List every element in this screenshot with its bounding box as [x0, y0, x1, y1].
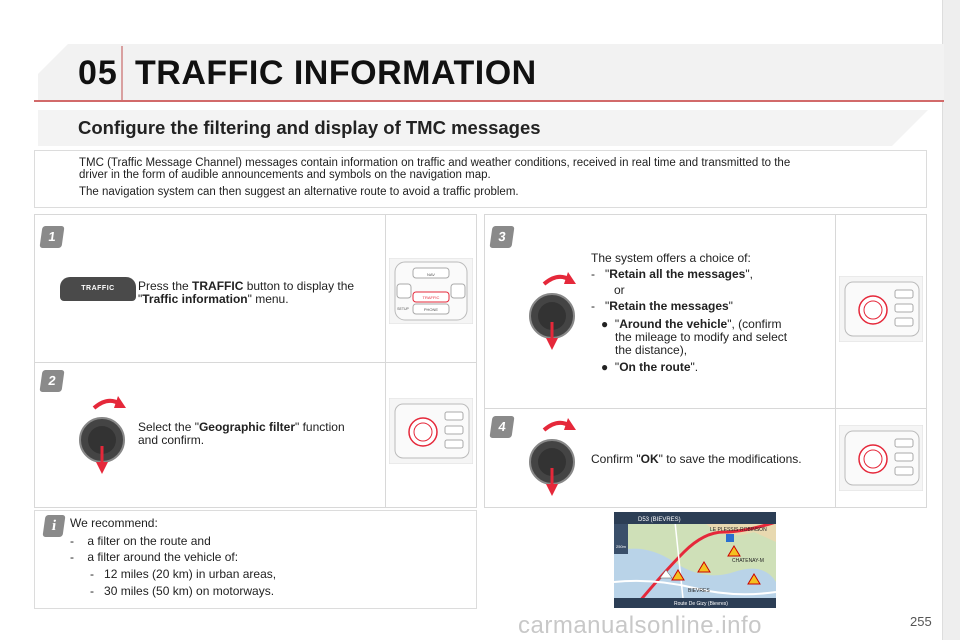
rotary-knob-icon	[524, 416, 582, 496]
info-icon: i	[42, 515, 65, 537]
traffic-label: TRAFFIC	[422, 295, 440, 300]
step-4-badge: 4	[489, 416, 514, 438]
watermark: carmanualsonline.info	[518, 612, 762, 639]
rotary-knob-icon	[74, 394, 132, 474]
intro-line-2: driver in the form of audible announcements and symbols on the navigation map.	[79, 169, 491, 181]
step-3-intro: The system offers a choice of:	[591, 251, 751, 265]
recommend-subitem-2: - 30 miles (50 km) on motorways.	[90, 584, 275, 598]
knob-panel-thumbnail	[839, 276, 923, 342]
page-number: 255	[910, 614, 932, 629]
control-panel-thumbnail	[389, 258, 473, 324]
step-3-suboption-1-line2: the mileage to modify and select	[615, 330, 788, 344]
nav-label: NAV	[427, 272, 435, 277]
page-title: TRAFFIC INFORMATION	[135, 54, 537, 92]
setup-label: SETUP	[397, 307, 409, 311]
knob-panel-thumbnail	[839, 425, 923, 491]
traffic-button-illustration: TRAFFIC	[60, 277, 136, 301]
map-road-label: D53 (BIEVRES)	[638, 517, 681, 523]
chapter-number: 05	[78, 54, 118, 92]
step-4-text: Confirm "OK" to save the modifications.	[591, 452, 802, 466]
card-row-divider	[485, 408, 926, 409]
rotary-knob-icon	[524, 270, 582, 350]
recommend-title: We recommend:	[70, 516, 158, 530]
step-3-or: or	[614, 283, 625, 297]
map-bottom-label: Route De Gizy (Bievres)	[674, 601, 728, 607]
map-place-3: BIEVRES	[688, 588, 710, 594]
navigation-map-screenshot	[614, 512, 776, 608]
intro-box	[34, 150, 927, 208]
recommend-item-1: - a filter on the route and	[70, 534, 211, 548]
step-3-badge: 3	[489, 226, 514, 248]
intro-line-1: TMC (Traffic Message Channel) messages contain information on traffic and weather conditions, received in real time and transmitted to the	[79, 157, 791, 169]
card-row-divider	[35, 362, 476, 363]
card-divider	[835, 215, 836, 507]
step-3-option-2: - "Retain the messages"	[591, 299, 733, 313]
step-2-text: Select the "Geographic filter" function and confirm.	[138, 420, 345, 447]
step-3-suboption-2: ● "On the route".	[601, 360, 699, 374]
phone-label: PHONE	[423, 307, 439, 312]
step-1-text: Press the TRAFFIC button to display the "Traffic information" menu.	[138, 279, 355, 306]
step-2-badge: 2	[39, 370, 64, 392]
recommend-subitem-1: - 12 miles (20 km) in urban areas,	[90, 567, 277, 581]
recommend-item-2: - a filter around the vehicle of:	[70, 550, 239, 564]
page-edge-strip	[942, 0, 960, 640]
knob-panel-thumbnail	[389, 398, 473, 464]
intro-line-3: The navigation system can then suggest an alternative route to avoid a traffic problem.	[79, 186, 519, 198]
section-title: Configure the filtering and display of TMC messages	[78, 117, 541, 138]
step-3-suboption-1-line3: the distance),	[615, 343, 688, 357]
header-separator	[121, 46, 123, 100]
map-place-2: CHATENAY-M	[732, 558, 764, 564]
map-distance: 250m	[616, 544, 627, 549]
map-place-1: LE PLESSIS-ROBINSON	[710, 527, 767, 533]
step-3-suboption-1: ● "Around the vehicle", (confirm	[601, 317, 782, 331]
card-divider	[385, 215, 386, 507]
step-1-badge: 1	[39, 226, 64, 248]
header-underline	[34, 100, 944, 102]
step-3-option-1: - "Retain all the messages",	[591, 267, 753, 281]
